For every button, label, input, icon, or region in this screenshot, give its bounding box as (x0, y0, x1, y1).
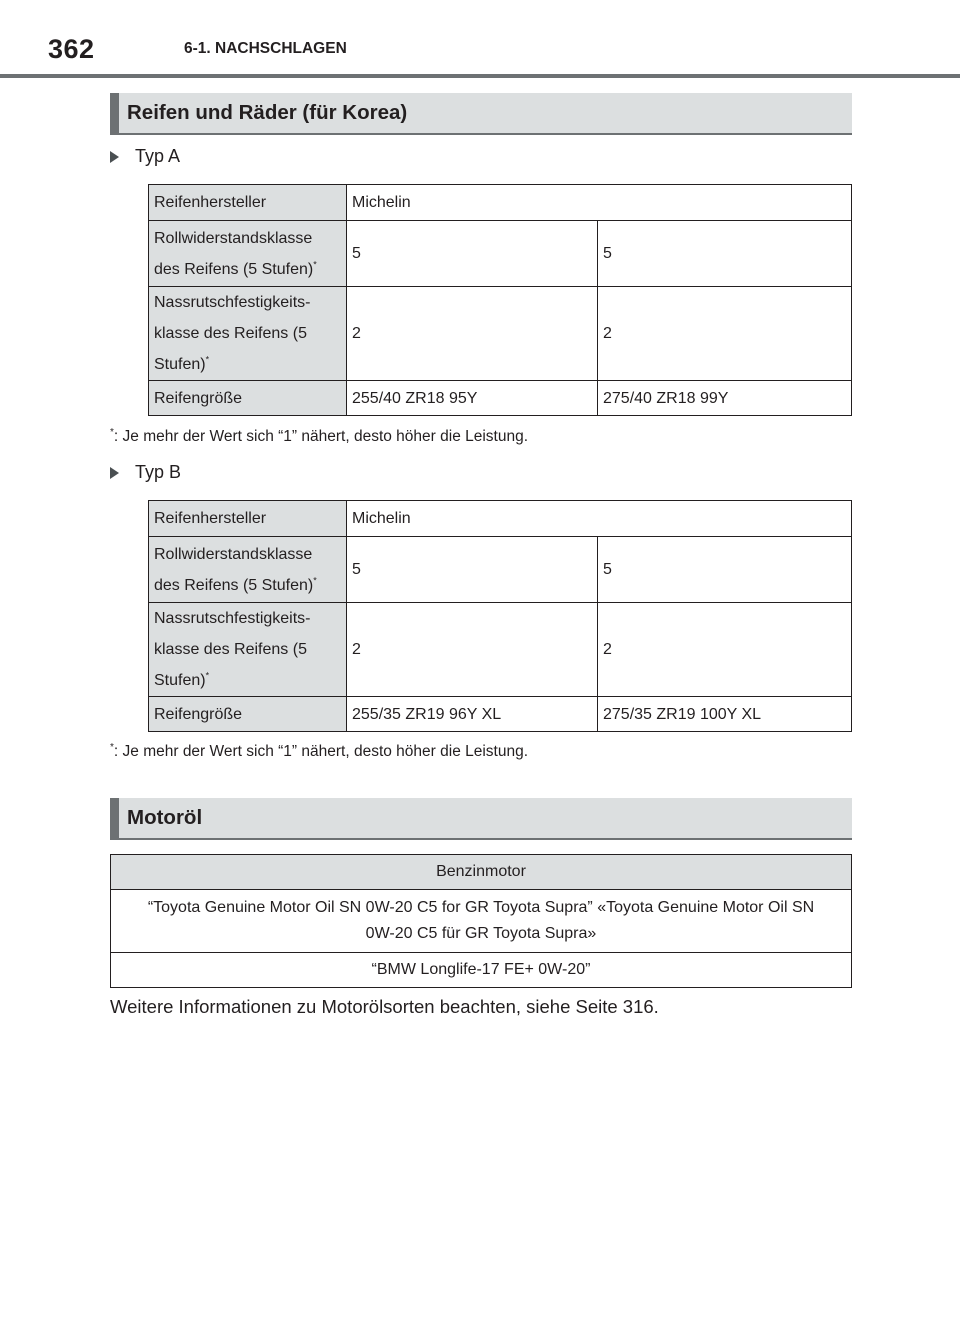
front-value: 255/40 ZR18 95Y (347, 381, 598, 416)
section-heading-bar (110, 798, 119, 838)
page-header (0, 0, 960, 78)
tire-spec-table-type-b (148, 500, 852, 732)
footnote-type-a (110, 428, 528, 446)
label-line: Stufen) (154, 356, 206, 373)
manufacturer-value: Michelin (347, 501, 852, 537)
row-label: Reifengröße (149, 381, 347, 416)
label-line: Rollwiderstandsklasse (154, 229, 313, 247)
triangle-bullet-icon (110, 151, 119, 163)
variant-label-type-b (110, 462, 181, 483)
footnote-text: : Je mehr der Wert sich “1” nähert, desto höher die Leistung. (113, 743, 529, 760)
footnote-mark: * (110, 741, 114, 753)
row-label (149, 603, 347, 697)
front-value: 5 (347, 537, 598, 603)
engine-oil-table (110, 854, 852, 988)
table-row (149, 697, 852, 732)
rear-value: 5 (598, 537, 852, 603)
label-line: Stufen) (154, 672, 206, 689)
table-row (149, 603, 852, 697)
footnote-mark: * (313, 259, 317, 270)
row-label (149, 221, 347, 287)
table-row (111, 855, 852, 890)
oil-spec-line: 0W-20 C5 für GR Toyota Supra» (365, 925, 597, 942)
front-value: 2 (347, 287, 598, 381)
footnote-mark: * (205, 354, 210, 365)
variant-label-text: Typ B (135, 462, 182, 482)
header-divider (0, 74, 960, 78)
oil-spec-cell (111, 890, 852, 953)
oil-spec-cell: “BMW Longlife-17 FE+ 0W-20” (111, 953, 852, 988)
tire-spec-table-type-a (148, 184, 852, 416)
footnote-mark: * (205, 670, 210, 681)
row-label: Reifenhersteller (149, 501, 347, 537)
table-row (111, 953, 852, 988)
footnote-text: : Je mehr der Wert sich “1” nähert, desto höher die Leistung. (113, 428, 529, 445)
section-title-oil: Motoröl (127, 806, 203, 829)
section-heading-tires (110, 93, 852, 135)
footnote-mark: * (313, 575, 317, 586)
table-row (149, 501, 852, 537)
table-row (149, 381, 852, 416)
label-line: Nassrutschfestigkeits- (154, 294, 311, 311)
row-label (149, 537, 347, 603)
rear-value: 2 (598, 603, 852, 697)
oil-table-header: Benzinmotor (111, 855, 852, 890)
footnote-type-b (110, 743, 528, 761)
row-label (149, 287, 347, 381)
page-number: 362 (48, 34, 95, 64)
row-label: Reifenhersteller (149, 185, 347, 221)
label-line: Nassrutschfestigkeits- (154, 610, 311, 627)
section-title-tires: Reifen und Räder (für Korea) (127, 101, 408, 124)
table-row (149, 537, 852, 603)
manufacturer-value: Michelin (347, 185, 852, 221)
label-line: des Reifens (5 Stufen) (154, 260, 314, 278)
variant-label-text: Typ A (135, 146, 181, 166)
rear-value: 275/40 ZR18 99Y (598, 381, 852, 416)
variant-label-type-a (110, 146, 180, 167)
table-row (149, 185, 852, 221)
table-row (149, 287, 852, 381)
front-value: 2 (347, 603, 598, 697)
triangle-bullet-icon (110, 467, 119, 479)
label-line: Rollwiderstandsklasse (154, 545, 313, 563)
rear-value: 5 (598, 221, 852, 287)
label-line: des Reifens (5 Stufen) (154, 576, 314, 594)
label-line: klasse des Reifens (5 (154, 641, 307, 658)
label-line: klasse des Reifens (5 (154, 325, 307, 342)
row-label: Reifengröße (149, 697, 347, 732)
oil-info-text: Weitere Informationen zu Motorölsorten beachten, siehe Seite 316. (110, 996, 659, 1017)
rear-value: 2 (598, 287, 852, 381)
front-value: 255/35 ZR19 96Y XL (347, 697, 598, 732)
section-heading-bar (110, 93, 119, 133)
front-value: 5 (347, 221, 598, 287)
chapter-title: 6-1. NACHSCHLAGEN (184, 40, 347, 57)
section-heading-oil (110, 798, 852, 840)
footnote-mark: * (110, 426, 114, 438)
rear-value: 275/35 ZR19 100Y XL (598, 697, 852, 732)
oil-spec-line: “Toyota Genuine Motor Oil SN 0W-20 C5 for GR Toyota Supra” «Toyota Genuine Motor Oil SN (147, 899, 815, 916)
table-row (149, 221, 852, 287)
table-row (111, 890, 852, 953)
